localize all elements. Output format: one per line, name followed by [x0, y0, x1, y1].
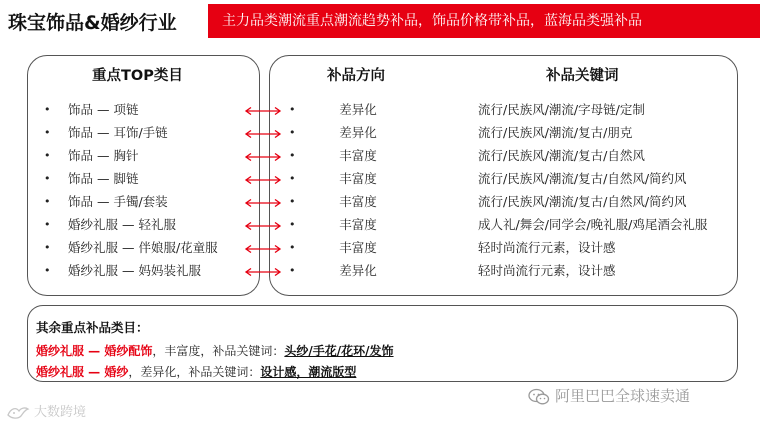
double-arrow-icon	[244, 222, 282, 230]
watermark-right-text: 阿里巴巴全球速卖通	[555, 387, 691, 405]
bullet: •	[289, 218, 296, 231]
category-row	[0, 260, 760, 282]
double-arrow-icon	[244, 176, 282, 184]
watermark-left-text: 大数跨境	[34, 405, 87, 420]
category-cell: 婚纱礼服 — 妈妈装礼服	[68, 263, 201, 278]
bullet: •	[44, 172, 51, 185]
bullet: •	[44, 195, 51, 208]
direction-cell: 丰富度	[339, 217, 377, 232]
other-category-detail: ，差异化，补品关键词：	[128, 365, 261, 379]
direction-heading: 补品方向	[327, 68, 385, 84]
category-cell: 饰品 — 耳饰/手链	[68, 125, 168, 140]
category-cell: 婚纱礼服 — 伴娘服/花童服	[68, 240, 218, 255]
bird-logo-icon	[6, 405, 30, 421]
category-row	[0, 237, 760, 259]
other-category-line	[36, 342, 394, 359]
bullet: •	[289, 172, 296, 185]
keywords-cell: 成人礼/舞会/同学会/晚礼服/鸡尾酒会礼服	[478, 217, 708, 232]
direction-cell: 丰富度	[339, 194, 377, 209]
other-category-name: 婚纱礼服 — 婚纱	[36, 365, 129, 379]
keywords-cell: 流行/民族风/潮流/复古/自然风/简约风	[478, 194, 687, 209]
direction-cell: 差异化	[339, 263, 377, 278]
bullet: •	[44, 149, 51, 162]
header-banner: 主力品类潮流重点潮流趋势补品，饰品价格带补品，蓝海品类强补品	[208, 4, 760, 38]
bullet: •	[289, 103, 296, 116]
category-row	[0, 214, 760, 236]
bullet: •	[44, 218, 51, 231]
bullet: •	[44, 264, 51, 277]
keywords-cell: 轻时尚流行元素，设计感	[478, 240, 616, 255]
bullet: •	[289, 126, 296, 139]
direction-cell: 差异化	[339, 102, 377, 117]
bullet: •	[289, 195, 296, 208]
watermark-aliexpress	[528, 385, 690, 406]
double-arrow-icon	[244, 268, 282, 276]
category-cell: 饰品 — 项链	[68, 102, 139, 117]
direction-cell: 丰富度	[339, 171, 377, 186]
keywords-cell: 流行/民族风/潮流/复古/朋克	[478, 125, 633, 140]
bullet: •	[44, 241, 51, 254]
direction-cell: 丰富度	[339, 240, 377, 255]
bullet: •	[289, 149, 296, 162]
category-row	[0, 168, 760, 190]
keywords-cell: 流行/民族风/潮流/复古/自然风/简约风	[478, 171, 687, 186]
bullet: •	[44, 103, 51, 116]
keywords-cell: 流行/民族风/潮流/复古/自然风	[478, 148, 645, 163]
keywords-heading: 补品关键词	[546, 68, 619, 84]
category-row	[0, 122, 760, 144]
category-cell: 饰品 — 脚链	[68, 171, 139, 186]
other-category-line	[36, 363, 356, 380]
category-row	[0, 145, 760, 167]
top-categories-heading: 重点TOP类目	[92, 68, 183, 84]
bullet: •	[289, 241, 296, 254]
category-cell: 婚纱礼服 — 轻礼服	[68, 217, 176, 232]
other-category-detail: ，丰富度，补品关键词：	[152, 344, 285, 358]
category-row	[0, 99, 760, 121]
direction-cell: 差异化	[339, 125, 377, 140]
category-cell: 饰品 — 手镯/套装	[68, 194, 168, 209]
direction-cell: 丰富度	[339, 148, 377, 163]
watermark-brand	[6, 401, 86, 421]
other-category-name: 婚纱礼服 — 婚纱配饰	[36, 344, 153, 358]
other-categories-title: 其余重点补品类目：	[36, 320, 149, 335]
other-category-keywords: 设计感，潮流版型	[260, 365, 357, 379]
wechat-icon	[528, 388, 550, 406]
keywords-cell: 轻时尚流行元素，设计感	[478, 263, 616, 278]
page-title: 珠宝饰品&婚纱行业	[8, 12, 177, 34]
keywords-cell: 流行/民族风/潮流/字母链/定制	[478, 102, 645, 117]
category-row	[0, 191, 760, 213]
other-category-keywords: 头纱/手花/花环/发饰	[284, 344, 394, 358]
category-cell: 饰品 — 胸针	[68, 148, 139, 163]
double-arrow-icon	[244, 245, 282, 253]
double-arrow-icon	[244, 153, 282, 161]
bullet: •	[44, 126, 51, 139]
bullet: •	[289, 264, 296, 277]
double-arrow-icon	[244, 107, 282, 115]
double-arrow-icon	[244, 130, 282, 138]
double-arrow-icon	[244, 199, 282, 207]
